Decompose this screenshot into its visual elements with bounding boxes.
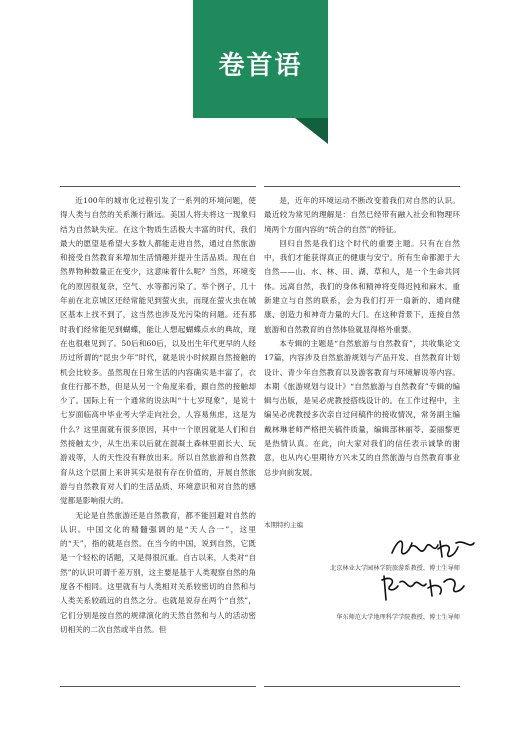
- top-rule-left: [60, 186, 256, 187]
- paragraph: 回归自然是我们这个时代的重要主题。只有在自然中，我们才能获得真正的健康与安宁。所有生命都源于大自然——山、水、林、田、湖、草和人，是一个生命共同体。远离自然，我们的身体和精神将变得迟钝和麻木。重新建立与自然的联系，会为我们打开一扇新的、通向健康、创造力和神奇力量的大门。在这种背景下，连接自然旅游和自然教育的自然体验就显得格外重要。: [264, 238, 460, 334]
- left-column: [60, 194, 256, 637]
- page-title: 卷首语: [218, 51, 303, 81]
- banner-fold-corner: [295, 118, 328, 144]
- editor-affiliation: 北京林业大学园林学院旅游系教授、博士生导师: [330, 565, 460, 572]
- handwritten-signature-1: [388, 533, 478, 563]
- right-column: [264, 194, 460, 480]
- handwritten-signature-2: [378, 570, 468, 606]
- bottom-rule-left: [60, 686, 256, 687]
- title-banner: [193, 0, 328, 118]
- bottom-rule-right: [264, 686, 460, 687]
- paragraph: 无论是自然旅游还是自然教育，都不能回避对自然的认识。中国文化的精髓强调的是“天人合一”，这里的“天”，指的就是自然。在当今的中国，说到自然，它既是一个轻松的话题，又是得很沉重。自古以来，人类对“自然”的认识可谓千差万别，这主要是基于人类观察自然的角度各不相同。这里就有与人类相对关系较密切的自然和与人类关系较疏远的自然之分。也就是说存在两个“自然”，它们分别是按自然的规律演化的天然自然和与人的活动密切相关的二次自然或半自然。但: [60, 510, 256, 634]
- top-rule-right: [264, 186, 460, 187]
- paragraph: 本专辑的主题是“自然旅游与自然教育”，共收集论文17篇，内容涉及自然旅游规划与产品开发、自然教育计划设计、青少年自然教育以及游客教育与环境解说等内容。本期《旅游规划与设计》“自然旅游与自然教育”专辑的编辑与出版，是吴必虎教授搭线设计的。在工作过程中，主编吴必虎教授多次亲自过问稿件的接收情况，常务副主编戴林琳老师严格把关稿件质量，编辑部林丽苓、姜丽黎更是热情认真。在此，向大家对我们的信任表示诚挚的谢意，也从内心里期待方兴未艾的自然旅游与自然教育事业总步向前发展。: [264, 338, 460, 477]
- paragraph: 近100年的城市化过程引发了一系列的环境问题，使得人类与自然的关系渐行渐远。美国人将夫将这一现象归结为自然缺失症。在这个物质生活极大丰富的时代，我们最大的愿望是希望大多数人都能走进自然，通过自然旅游和接受自然教育来增加生活情趣并提升生活品质。现在自然界物种数量正在变少，这意味着什么呢？当然，环境变化的原因很复杂，空气、水等都污染了。举个例子，几十年前在北京城区还经常能见到萤火虫，而现在萤火虫在城区基本上找不到了，这当然也涉及光污染的问题。还有那时我们经常能见到蝴蝶，能让人想起蝴蝶点水的典故，现在也很难见到了。50后和60后，以及出生年代更早的人经历过所谓的“昆虫少年”时代，就是说小时候跟自然接触的机会比较多。虽然现在日常生活的内容确实是丰富了，衣食住行都不愁，但是从另一个角度来看，跟自然的接触却少了。国际上有一个通常的说法叫“十七岁现象”，是说十七岁面临高中毕业考大学走向社会，人容易焦虑，这是为什么？这里面就有很多原因，其中一个原因就是人们和自然接触太少，从生出来以后就在混凝土森林里面长大、玩游戏等，人的天性没有释放出来。所以自然旅游和自然教育从这个层面上来讲其实是很有存在价值的，开展自然旅游与自然教育对人们的生活品质、环境意识和对自然的感觉都是影响很大的。: [60, 196, 256, 506]
- paragraph: 是，近年的环境运动不断改变着我们对自然的认识。最近较为常见的理解是：自然已经带有融入社会和物理环境两个方面内容的“统合的自然”的特征。: [264, 196, 460, 234]
- editor-affiliation: 华东师范大学地理科学学院教授、博士生导师: [336, 614, 460, 621]
- signature-label: 本期特约主编: [264, 521, 303, 529]
